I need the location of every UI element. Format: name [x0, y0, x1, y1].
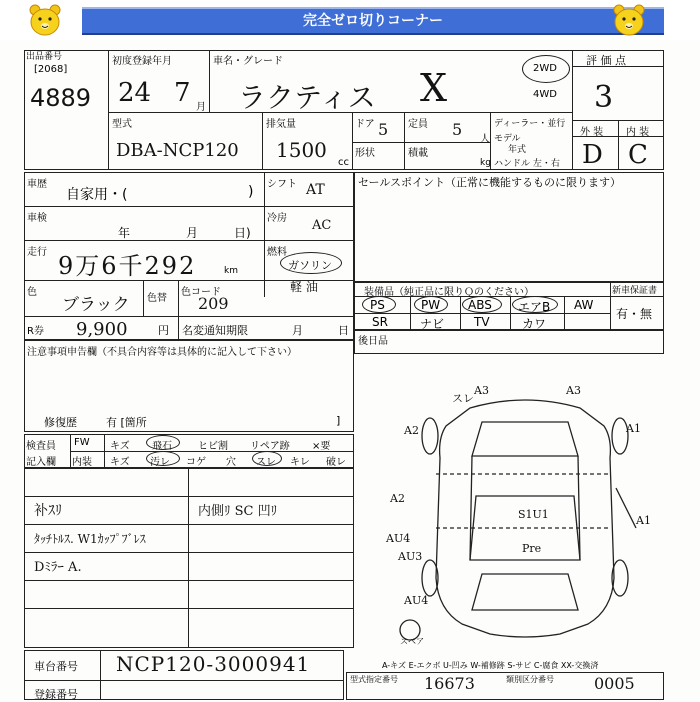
- fuel-gasoline: ガソリン: [288, 259, 332, 272]
- evaluation-label: 評 価 点: [586, 54, 626, 67]
- car-damage-diagram: [386, 378, 660, 648]
- approval-value-2: 0005: [594, 674, 635, 693]
- damage-legend: A-キズ E-エクボ U-凹み W-補修跡 S-サビ C-腐食 XX-交換済: [382, 661, 599, 670]
- inspector-row2-item: キレ: [290, 457, 310, 468]
- inspector-row2-head: 内装: [72, 457, 92, 468]
- model-value: DBA-NCP120: [116, 140, 239, 161]
- registration-month: 7: [174, 78, 191, 108]
- kg-unit: kg: [480, 158, 491, 168]
- inspection-day-unit: 日): [234, 226, 251, 240]
- shape-label: 形状: [355, 148, 375, 159]
- color-change-label: 色替: [147, 293, 167, 304]
- fuel-diesel: 軽 油: [290, 280, 318, 294]
- inspector-row2-item: 破レ: [326, 457, 346, 468]
- inspection-year-unit: 年: [118, 226, 131, 240]
- equipment-navi: ナビ: [420, 317, 445, 331]
- diagram-mark: A3: [566, 384, 581, 397]
- name-change-day: 日: [338, 324, 349, 337]
- recycle-value: 9,900: [76, 319, 128, 340]
- vehicle-grade: X: [420, 66, 448, 110]
- lot-corner-label: 出品番号: [26, 52, 63, 62]
- diagram-mark: AU4: [386, 532, 411, 545]
- inspector-row2-item: スレ: [256, 457, 276, 468]
- recycle-label: R券: [27, 326, 44, 337]
- color-code-value: 209: [198, 294, 229, 313]
- inspector-row1-head: FW: [74, 437, 90, 448]
- banner-title: 完全ゼロ切りコーナー: [303, 13, 443, 29]
- diagram-mark: A2: [404, 424, 419, 437]
- approval-label-1: 型式指定番号: [350, 675, 398, 684]
- inspector-label-1: 検査員: [26, 441, 56, 452]
- fuel-label: 燃料: [267, 247, 287, 258]
- diagram-mark: スレ: [452, 392, 474, 405]
- remark-left-2: ﾀｯﾁﾄﾙｽ. W1ｶｯﾌﾟﾌﾞﾚｽ: [34, 532, 146, 546]
- equipment-aw: AW: [574, 298, 594, 312]
- chassis-value: NCP120-3000941: [116, 652, 311, 676]
- warranty-label: 新車保証書: [612, 286, 658, 296]
- diagram-mark: Pre: [522, 542, 542, 555]
- inspector-row1-item: ヒビ割: [198, 441, 228, 452]
- approval-label-2: 類別区分番号: [506, 675, 554, 684]
- year-label: 年式: [508, 145, 527, 155]
- seats-value: 5: [452, 120, 463, 139]
- after-day-label: 後日品: [358, 336, 388, 347]
- equipment-ps: PS: [370, 298, 385, 312]
- color-code-label: 色コード: [181, 287, 221, 298]
- interior-grade: C: [628, 140, 648, 170]
- inspection-month-unit: 月: [186, 226, 199, 240]
- diagram-mark: AU3: [398, 550, 423, 563]
- displacement-label: 排気量: [266, 119, 296, 130]
- diagram-mark: AU4: [404, 594, 429, 607]
- remark-left-1: 补ｽﾘ: [34, 503, 62, 519]
- equipment-tv: TV: [474, 315, 490, 329]
- after-day-frame: [354, 330, 664, 354]
- lot-sub-number: [2068]: [34, 64, 68, 75]
- door-value: 5: [378, 120, 389, 139]
- diagram-mark: S1U1: [518, 508, 549, 521]
- cooler-label: 冷房: [267, 213, 287, 224]
- dealer-label: ディーラー・並行: [494, 119, 566, 129]
- equipment-sr: SR: [372, 315, 388, 329]
- inspector-row1-item: リペア跡: [250, 441, 290, 452]
- model-year-label: モデル: [494, 134, 521, 144]
- registration-number-label: 登録番号: [34, 688, 78, 701]
- color-value: ブラック: [62, 295, 130, 315]
- selling-points-label: セールスポイント（正常に機能するものに限ります）: [358, 176, 622, 189]
- equipment-pw: PW: [421, 298, 441, 312]
- load-label: 積載: [408, 148, 428, 159]
- lot-number: 4889: [30, 84, 92, 112]
- cooler-value: AC: [312, 218, 332, 233]
- notes-label: 注意事項申告欄（不具合内容等は具体的に記入して下さい）: [27, 347, 297, 358]
- shift-value: AT: [306, 182, 325, 198]
- inspector-row2-item: 汚レ: [150, 457, 170, 468]
- diagram-mark: A3: [474, 384, 489, 397]
- vehicle-name: ラクティス: [238, 81, 376, 114]
- exterior-grade: D: [582, 140, 603, 170]
- handle-label: ハンドル 左・右: [494, 159, 560, 169]
- exterior-label: 外 装: [580, 127, 604, 138]
- door-label: ドア: [355, 119, 375, 130]
- color-label: 色: [27, 287, 37, 298]
- inspector-row1-item: 飛石: [152, 441, 172, 452]
- evaluation-score: 3: [594, 80, 614, 115]
- equipment-airbag: エアB: [518, 300, 551, 314]
- name-change-month: 月: [292, 324, 303, 337]
- mileage-value: 9万6千292: [58, 252, 197, 280]
- mileage-unit: km: [224, 266, 238, 276]
- diagram-mark: A2: [390, 492, 405, 505]
- bear-mascot-icon: [610, 2, 648, 38]
- inspector-row1-item: キズ: [110, 441, 130, 452]
- diagram-mark: A1: [626, 422, 641, 435]
- remark-right-1: 内側ﾘ SC 凹ﾘ: [198, 504, 278, 519]
- repair-label: 修復歴: [44, 416, 77, 429]
- repair-close: ]: [336, 414, 341, 427]
- history-label: 車歴: [27, 179, 47, 190]
- equipment-label: 装備品（純正品に限りＱのください）: [364, 287, 534, 298]
- warranty-value: 有・無: [616, 307, 653, 321]
- cc-unit: cc: [338, 157, 349, 168]
- bear-mascot-icon: [26, 2, 64, 38]
- remark-left-3: Dﾐﾗｰ A.: [34, 560, 82, 575]
- inspection-label: 車検: [27, 213, 47, 224]
- registration-month-unit: 月: [196, 102, 206, 113]
- recycle-unit: 円: [158, 324, 169, 337]
- vehicle-name-label: 車名・グレード: [213, 56, 283, 67]
- inspector-row1-item: ×要: [312, 441, 331, 452]
- drive-2wd: 2WD: [533, 63, 557, 74]
- drive-4wd: 4WD: [533, 89, 557, 100]
- displacement-value: 1500: [276, 138, 327, 162]
- diagram-mark: A1: [636, 514, 651, 527]
- registration-label: 初度登録年月: [112, 56, 172, 67]
- history-value: 自家用・(: [66, 187, 128, 203]
- name-change-label: 名変通知期限: [182, 324, 248, 337]
- equipment-leather: カワ: [522, 317, 547, 331]
- inspector-row2-item: コゲ: [186, 457, 206, 468]
- inspector-row2-item: キズ: [110, 457, 130, 468]
- chassis-label: 車台番号: [34, 660, 78, 673]
- history-close: ): [248, 184, 254, 200]
- shift-label: シフト: [267, 179, 297, 190]
- inspector-label-2: 記入欄: [26, 457, 56, 468]
- registration-year: 24: [118, 78, 152, 108]
- inspector-row2-item: 穴: [226, 457, 236, 468]
- interior-label: 内 装: [626, 127, 650, 138]
- seats-unit: 人: [480, 134, 490, 145]
- repair-value: 有 [箇所: [106, 416, 147, 429]
- mileage-label: 走行: [27, 247, 47, 258]
- approval-value-1: 16673: [424, 674, 475, 693]
- equipment-abs: ABS: [468, 298, 492, 312]
- diagram-mark: スペア: [400, 637, 424, 646]
- seats-label: 定員: [408, 119, 428, 130]
- model-label: 型式: [112, 119, 132, 130]
